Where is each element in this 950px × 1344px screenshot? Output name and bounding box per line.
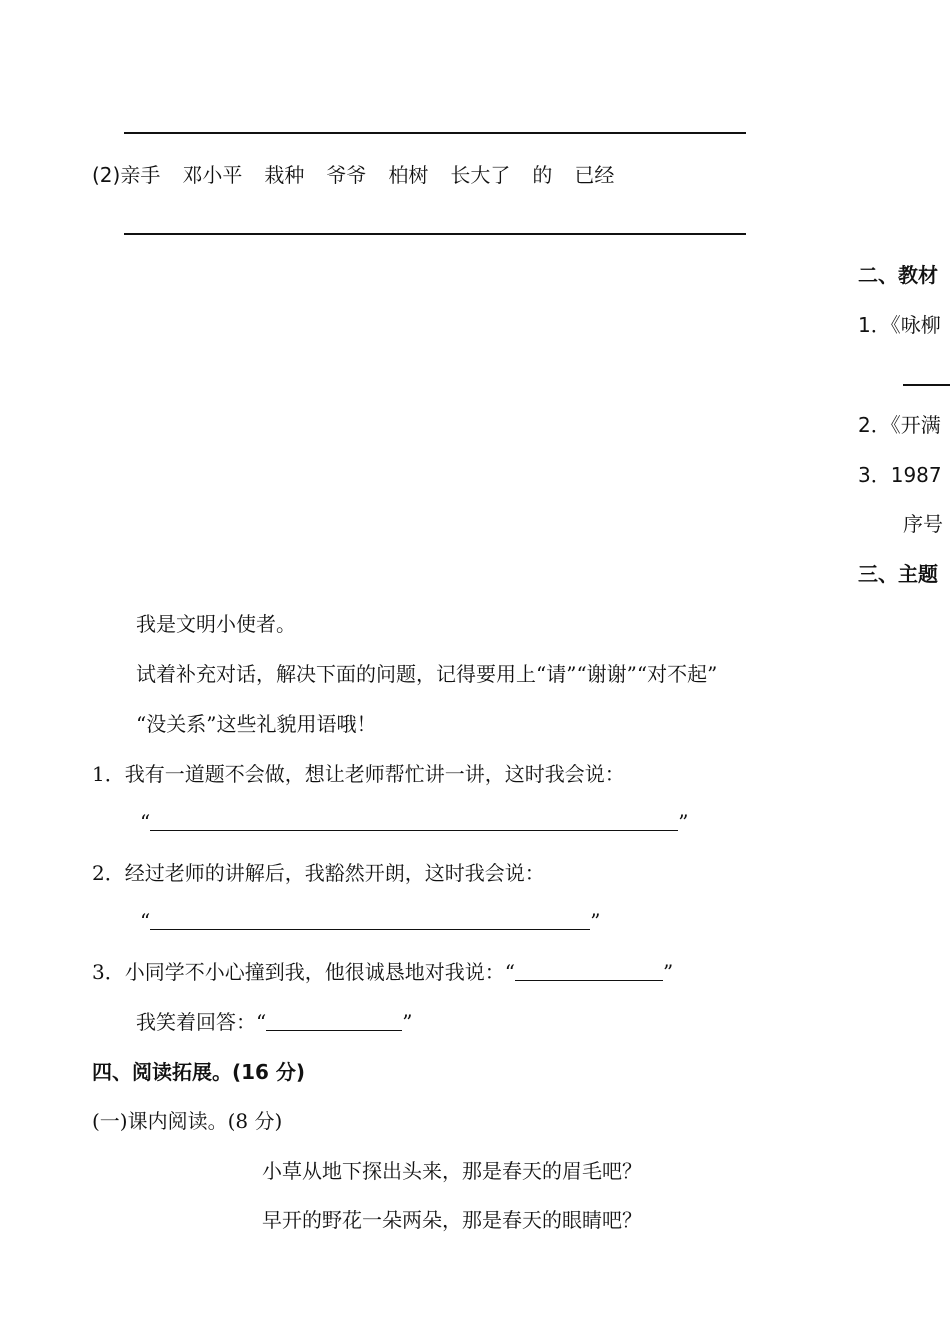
section-3-heading: 三、主题 — [858, 562, 938, 586]
right-item-2: 2．《开满 — [858, 413, 941, 437]
word-3: 栽种 — [264, 163, 305, 187]
right-item-3: 3．1987 — [858, 463, 942, 487]
word-8: 已经 — [574, 163, 615, 187]
word-4: 爷爷 — [326, 163, 367, 187]
polite-instruction-1: 试着补充对话，解决下面的问题，记得要用上“请”“谢谢”“对不起” — [136, 662, 718, 686]
word-1: 亲手 — [120, 163, 161, 187]
answer-1-row — [140, 809, 688, 835]
open-quote: “ — [256, 1010, 267, 1034]
answer-2-blank[interactable] — [150, 909, 590, 930]
section-4-heading: 四、阅读拓展。(16 分) — [92, 1060, 306, 1084]
poem-line-2: 早开的野花一朵两朵，那是春天的眼睛吧？ — [262, 1208, 642, 1232]
right-column-clipped — [850, 0, 950, 1344]
open-quote: “ — [504, 960, 515, 984]
poem-line-1: 小草从地下探出头来，那是春天的眉毛吧？ — [262, 1159, 642, 1183]
word-7: 的 — [532, 163, 553, 187]
question-3-text: 3．小同学不小心撞到我，他很诚恳地对我说： — [92, 960, 505, 984]
open-quote: “ — [140, 810, 151, 834]
polite-intro: 我是文明小使者。 — [136, 612, 296, 636]
right-item-3-cont: 序号 — [903, 512, 943, 536]
section-4-subtitle: (一)课内阅读。(8 分) — [92, 1109, 283, 1133]
question-2-label: (2) — [92, 163, 121, 187]
close-quote: ” — [590, 909, 601, 933]
close-quote: ” — [402, 1010, 413, 1034]
answer-line-1[interactable] — [124, 132, 746, 134]
polite-question-2: 2．经过老师的讲解后，我豁然开朗，这时我会说： — [92, 861, 545, 885]
word-5: 柏树 — [388, 163, 429, 187]
answer-line-2[interactable] — [124, 233, 746, 235]
polite-instruction-2: “没关系”这些礼貌用语哦！ — [136, 712, 377, 736]
reply-blank[interactable] — [266, 1010, 402, 1031]
answer-3-blank[interactable] — [515, 960, 663, 981]
polite-question-3 — [92, 959, 673, 985]
reply-text: 我笑着回答： — [136, 1010, 256, 1034]
right-item-1: 1．《咏柳 — [858, 313, 941, 337]
close-quote: ” — [678, 810, 689, 834]
section-2-heading: 二、教材 — [858, 263, 938, 287]
polite-question-1: 1．我有一道题不会做，想让老师帮忙讲一讲，这时我会说： — [92, 762, 625, 786]
right-answer-line[interactable] — [903, 384, 950, 386]
word-2: 邓小平 — [182, 163, 243, 187]
close-quote: ” — [662, 960, 674, 984]
question-2-word-order — [92, 162, 614, 188]
word-6: 长大了 — [450, 163, 511, 187]
open-quote: “ — [140, 909, 151, 933]
answer-2-row — [140, 908, 600, 934]
reply-row — [136, 1009, 412, 1035]
answer-1-blank[interactable] — [150, 810, 678, 831]
